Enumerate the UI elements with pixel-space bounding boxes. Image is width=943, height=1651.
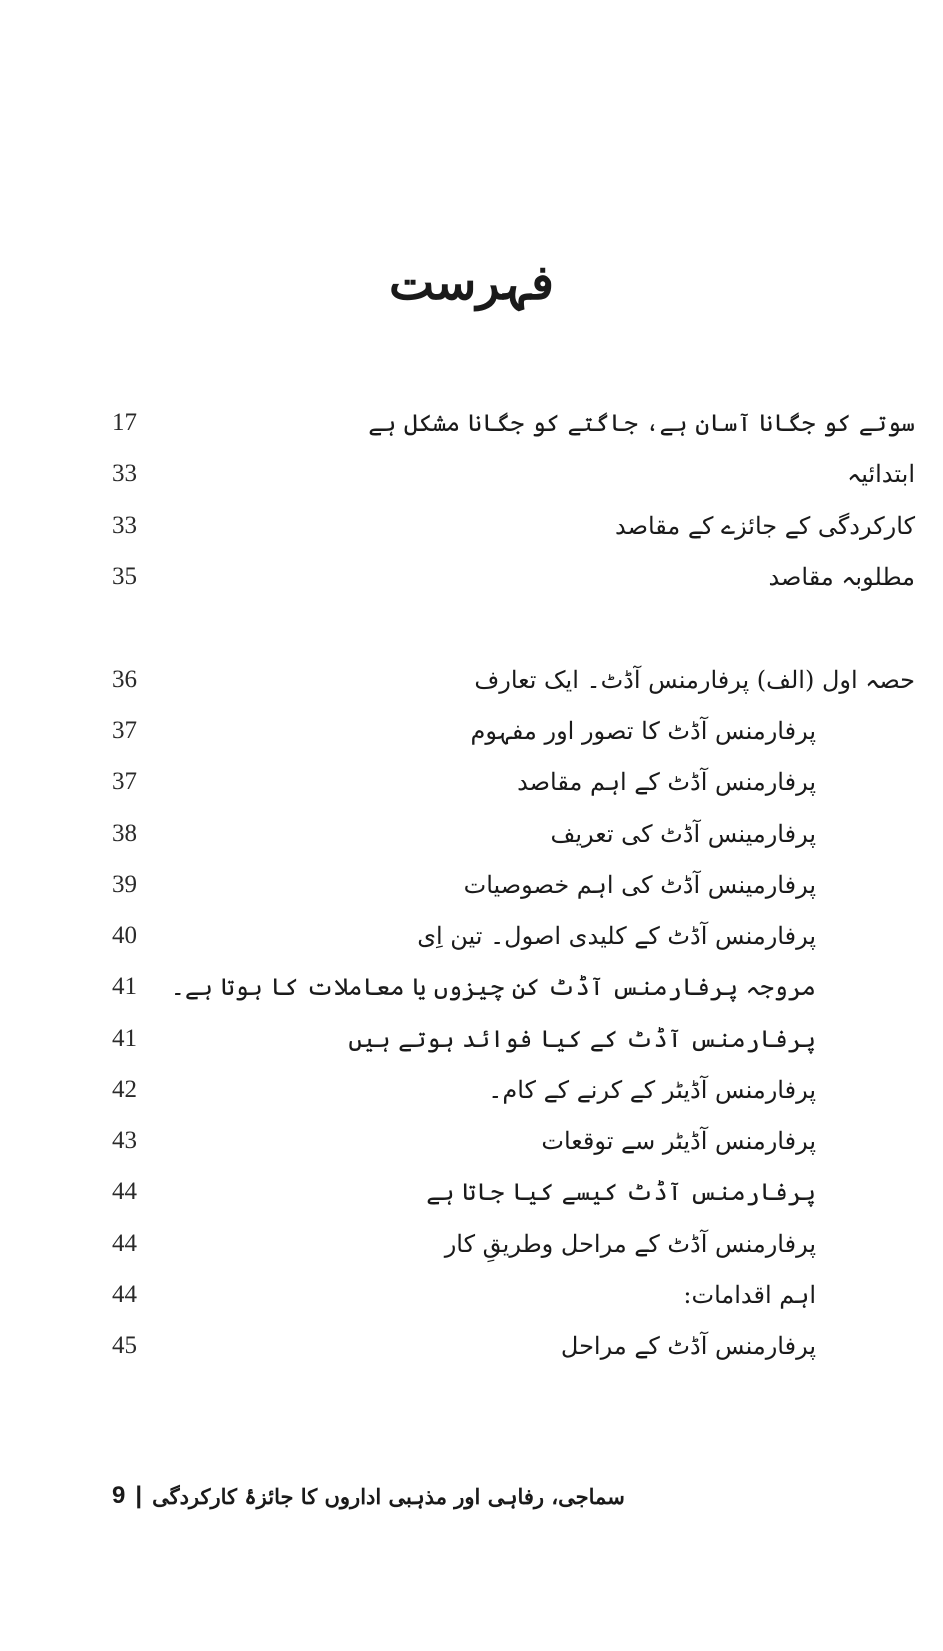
toc-entry-title: مطلوبہ مقاصد <box>768 563 915 591</box>
toc-entry-title: پرفارمنس آڈٹ کے مراحل وطریقِ کار <box>444 1230 816 1258</box>
toc-entry-title: پرفارمنس آڈٹ کا تصور اور مفہوم <box>470 717 816 745</box>
toc-entry-title: پرفارمنس آڈٹ کے اہم مقاصد <box>517 768 816 796</box>
toc-entry <box>0 759 943 805</box>
toc-entry <box>0 1323 943 1369</box>
page-footer <box>112 1476 625 1516</box>
toc-entry-title: پرفارمنس آڈٹ کے کیا فوائد ہوتے ہیں <box>348 1025 816 1053</box>
toc-entry-title: ابتدائیہ <box>847 460 915 488</box>
toc-page-number: 35 <box>112 563 137 590</box>
toc-page-number: 45 <box>112 1332 137 1359</box>
toc-entry-title: پرفارمنس آڈیٹر سے توقعات <box>541 1127 816 1155</box>
toc-page-number: 43 <box>112 1127 137 1154</box>
toc-entry <box>0 400 943 446</box>
toc-entry <box>0 1118 943 1164</box>
toc-page-number: 41 <box>112 1025 137 1052</box>
toc-entry <box>0 503 943 549</box>
toc-page-number: 44 <box>112 1230 137 1257</box>
page-title: فہرست <box>389 255 554 311</box>
toc-entry-title: اہم اقدامات: <box>683 1281 816 1309</box>
toc-page-number: 44 <box>112 1281 137 1308</box>
toc-entry-title: حصہ اول (الف) پرفارمنس آڈٹ۔ ایک تعارف <box>474 666 915 694</box>
toc-page-number: 42 <box>112 1076 137 1103</box>
toc-entry <box>0 1016 943 1062</box>
toc-entry-title: پرفارمینس آڈٹ کی تعریف <box>550 820 816 848</box>
toc-page-number: 33 <box>112 460 137 487</box>
toc-page-number: 37 <box>112 768 137 795</box>
toc-entry <box>0 1169 943 1215</box>
toc-page-number: 36 <box>112 666 137 693</box>
toc-entry <box>0 1221 943 1267</box>
toc-page-number: 44 <box>112 1178 137 1205</box>
toc-entry <box>0 708 943 754</box>
toc-entry <box>0 862 943 908</box>
toc-entry <box>0 451 943 497</box>
toc-page-number: 17 <box>112 409 137 436</box>
toc-page-number: 39 <box>112 871 137 898</box>
toc-entry-title: مروجہ پرفارمنس آڈٹ کن چیزوں یا معاملات کا ہوتا ہے۔ <box>170 973 816 1001</box>
toc-entry <box>0 811 943 857</box>
toc-entry <box>0 913 943 959</box>
toc-page-number: 33 <box>112 512 137 539</box>
toc-page-number: 41 <box>112 973 137 1000</box>
toc-entry <box>0 554 943 600</box>
toc-entry <box>0 964 943 1010</box>
toc-page-number: 38 <box>112 820 137 847</box>
toc-entry-title: پرفارمنس آڈٹ کیسے کیا جاتا ہے <box>426 1178 816 1206</box>
toc-entry-title: پرفارمینس آڈٹ کی اہم خصوصیات <box>463 871 816 899</box>
toc-entry-title: پرفارمنس آڈٹ کے مراحل <box>560 1332 816 1360</box>
toc-entry-title: پرفارمنس آڈیٹر کے کرنے کے کام۔ <box>488 1076 816 1104</box>
toc-page-number: 40 <box>112 922 137 949</box>
footer-page-number: 9 <box>112 1482 126 1509</box>
footer-separator: | <box>135 1482 143 1509</box>
toc-entry <box>0 657 943 703</box>
toc-entry-title: پرفارمنس آڈٹ کے کلیدی اصول۔ تین اِی <box>417 922 816 950</box>
footer-book-title: سماجی، رفاہی اور مذہبی اداروں کا جائزۂ کارکردگی <box>152 1483 625 1509</box>
toc-entry-title: کارکردگی کے جائزے کے مقاصد <box>614 512 915 540</box>
toc-entry <box>0 1272 943 1318</box>
toc-page-number: 37 <box>112 717 137 744</box>
toc-entry <box>0 1067 943 1113</box>
toc-entry-title: سوتے کو جگانا آسان ہے، جاگتے کو جگانا مشکل ہے <box>368 409 915 437</box>
